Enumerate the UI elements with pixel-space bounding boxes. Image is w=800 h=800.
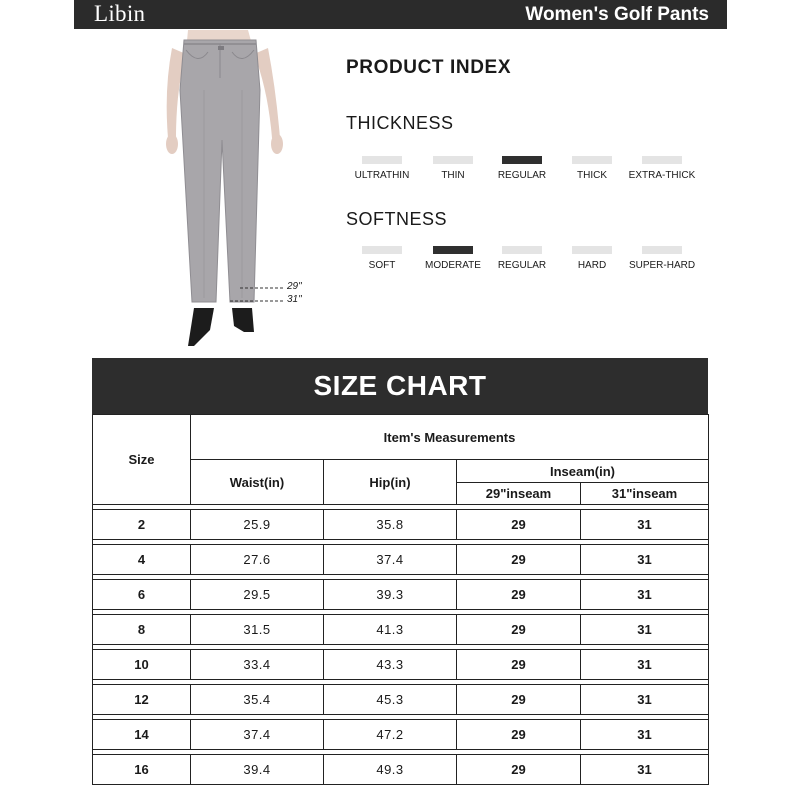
inseam-29-label: 29" bbox=[287, 281, 302, 292]
size-column-header: Size bbox=[93, 415, 191, 505]
thickness-option: THIN bbox=[408, 156, 498, 181]
size-cell: 4 bbox=[93, 545, 191, 575]
inseam-29-cell: 29 bbox=[457, 510, 581, 540]
inseam-31-label: 31" bbox=[287, 294, 302, 305]
softness-option: SOFT bbox=[337, 246, 427, 271]
inseam-29-cell: 29 bbox=[457, 580, 581, 610]
inseam-column-header: Inseam(in) bbox=[457, 460, 709, 483]
table-row bbox=[93, 510, 709, 540]
table-row bbox=[93, 685, 709, 715]
softness-option: HARD bbox=[547, 246, 637, 271]
inseam-29-cell: 29 bbox=[457, 685, 581, 715]
thickness-option-selected: REGULAR bbox=[477, 156, 567, 181]
size-chart-title: SIZE CHART bbox=[92, 358, 708, 414]
table-row bbox=[93, 545, 709, 575]
model-photo bbox=[150, 30, 320, 360]
hip-cell: 47.2 bbox=[324, 720, 457, 750]
size-chart-table bbox=[92, 414, 709, 785]
hip-cell: 35.8 bbox=[324, 510, 457, 540]
measurements-header: Item's Measurements bbox=[191, 415, 709, 460]
waist-cell: 29.5 bbox=[191, 580, 324, 610]
inseam-29-cell: 29 bbox=[457, 545, 581, 575]
inseam-31-cell: 31 bbox=[581, 580, 709, 610]
inseam-29-cell: 29 bbox=[457, 650, 581, 680]
inseam-31-cell: 31 bbox=[581, 510, 709, 540]
size-cell: 10 bbox=[93, 650, 191, 680]
thickness-option: EXTRA-THICK bbox=[617, 156, 707, 181]
inseam-31-cell: 31 bbox=[581, 720, 709, 750]
inseam-29-cell: 29 bbox=[457, 615, 581, 645]
hip-cell: 49.3 bbox=[324, 755, 457, 785]
waist-cell: 39.4 bbox=[191, 755, 324, 785]
softness-option: REGULAR bbox=[477, 246, 567, 271]
thickness-title: THICKNESS bbox=[346, 113, 454, 133]
thickness-scale bbox=[347, 156, 707, 192]
waist-column-header: Waist(in) bbox=[191, 460, 324, 505]
softness-scale bbox=[347, 246, 707, 282]
softness-title: SOFTNESS bbox=[346, 209, 448, 229]
header-bar bbox=[74, 0, 727, 29]
inseam-29-cell: 29 bbox=[457, 720, 581, 750]
waist-cell: 35.4 bbox=[191, 685, 324, 715]
inseam-31-cell: 31 bbox=[581, 650, 709, 680]
inseam-29-column-header: 29"inseam bbox=[457, 483, 581, 505]
size-cell: 14 bbox=[93, 720, 191, 750]
product-index-title: PRODUCT INDEX bbox=[346, 57, 512, 78]
hip-cell: 43.3 bbox=[324, 650, 457, 680]
inseam-31-cell: 31 bbox=[581, 755, 709, 785]
size-rows bbox=[93, 505, 709, 785]
size-cell: 2 bbox=[93, 510, 191, 540]
table-row bbox=[93, 580, 709, 610]
waist-cell: 31.5 bbox=[191, 615, 324, 645]
waist-cell: 33.4 bbox=[191, 650, 324, 680]
inseam-31-column-header: 31"inseam bbox=[581, 483, 709, 505]
hip-cell: 41.3 bbox=[324, 615, 457, 645]
waist-cell: 25.9 bbox=[191, 510, 324, 540]
table-row bbox=[93, 615, 709, 645]
softness-option: SUPER-HARD bbox=[617, 246, 707, 271]
thickness-option: THICK bbox=[547, 156, 637, 181]
size-cell: 16 bbox=[93, 755, 191, 785]
thickness-option: ULTRATHIN bbox=[337, 156, 427, 181]
table-row bbox=[93, 650, 709, 680]
softness-option-selected: MODERATE bbox=[408, 246, 498, 271]
size-cell: 8 bbox=[93, 615, 191, 645]
size-cell: 12 bbox=[93, 685, 191, 715]
waist-cell: 27.6 bbox=[191, 545, 324, 575]
hip-cell: 39.3 bbox=[324, 580, 457, 610]
hip-column-header: Hip(in) bbox=[324, 460, 457, 505]
hip-cell: 45.3 bbox=[324, 685, 457, 715]
brand-name: Libin bbox=[94, 1, 146, 26]
inseam-31-cell: 31 bbox=[581, 685, 709, 715]
inseam-29-cell: 29 bbox=[457, 755, 581, 785]
inseam-31-cell: 31 bbox=[581, 615, 709, 645]
waist-cell: 37.4 bbox=[191, 720, 324, 750]
hip-cell: 37.4 bbox=[324, 545, 457, 575]
inseam-31-cell: 31 bbox=[581, 545, 709, 575]
table-row bbox=[93, 720, 709, 750]
size-cell: 6 bbox=[93, 580, 191, 610]
table-row bbox=[93, 755, 709, 785]
product-title: Women's Golf Pants bbox=[525, 4, 709, 25]
